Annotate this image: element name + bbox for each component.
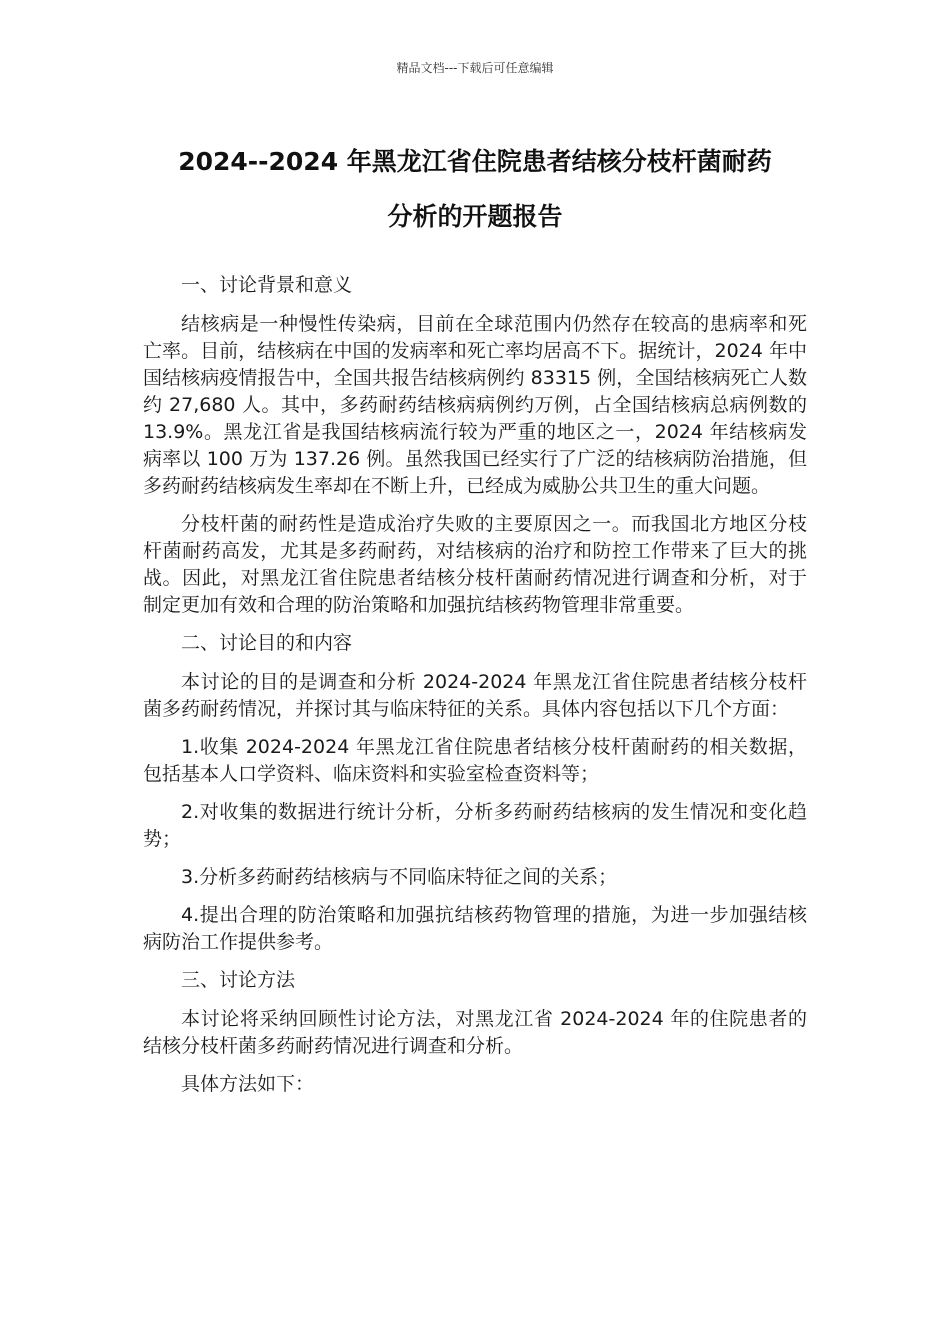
document-title-line-1: 2024--2024 年黑龙江省住院患者结核分枝杆菌耐药	[178, 147, 772, 176]
paragraph-objectives-intro: 本讨论的目的是调查和分析 2024-2024 年黑龙江省住院患者结核分枝杆菌多药耐药情况，并探讨其与临床特征的关系。具体内容包括以下几个方面：	[143, 671, 807, 720]
document-body	[143, 272, 807, 1109]
list-item-2: 2.对收集的数据进行统计分析，分析多药耐药结核病的发生情况和变化趋势；	[143, 801, 807, 850]
paragraph-methods-detail: 具体方法如下：	[181, 1073, 315, 1095]
paragraph-drug-resistance: 分枝杆菌的耐药性是造成治疗失败的主要原因之一。而我国北方地区分枝杆菌耐药高发，尤其是多药耐药，对结核病的治疗和防控工作带来了巨大的挑战。因此，对黑龙江省住院患者结核分枝杆菌耐药情况进行调查和分析，对于制定更加有效和合理的防治策略和加强抗结核药物管理非常重要。	[143, 513, 807, 616]
section-heading-objectives: 二、讨论目的和内容	[181, 632, 353, 654]
section-heading-methods: 三、讨论方法	[181, 969, 296, 991]
list-item-1: 1.收集 2024-2024 年黑龙江省住院患者结核分枝杆菌耐药的相关数据，包括基本人口学资料、临床资料和实验室检查资料等；	[143, 736, 807, 785]
paragraph-methods: 本讨论将采纳回顾性讨论方法，对黑龙江省 2024-2024 年的住院患者的结核分枝杆菌多药耐药情况进行调查和分析。	[143, 1008, 807, 1057]
paragraph-tb-overview: 结核病是一种慢性传染病，目前在全球范围内仍然存在较高的患病率和死亡率。目前，结核病在中国的发病率和死亡率均居高不下。据统计，2024 年中国结核病疫情报告中，全国共报告结核病例约 83315 例，全国结核病死亡人数约 27,680 人。其中，多药耐药结核病病例约万例，占全国结核病总病例数的 13.9%。黑龙江省是我国结核病流行较为严重的地区之一，2024 年结核病发病率以 100 万为 137.26 例。虽然我国已经实行了广泛的结核病防治措施，但多药耐药结核病发生率却在不断上升，已经成为威胁公共卫生的重大问题。	[143, 313, 807, 497]
section-heading-background: 一、讨论背景和意义	[181, 274, 353, 296]
list-item-3: 3.分析多药耐药结核病与不同临床特征之间的关系；	[181, 866, 618, 888]
list-item-4: 4.提出合理的防治策略和加强抗结核药物管理的措施，为进一步加强结核病防治工作提供参考。	[143, 904, 807, 953]
document-title-line-2: 分析的开题报告	[387, 202, 563, 231]
header-note: 精品文档---下载后可任意编辑	[396, 61, 554, 75]
